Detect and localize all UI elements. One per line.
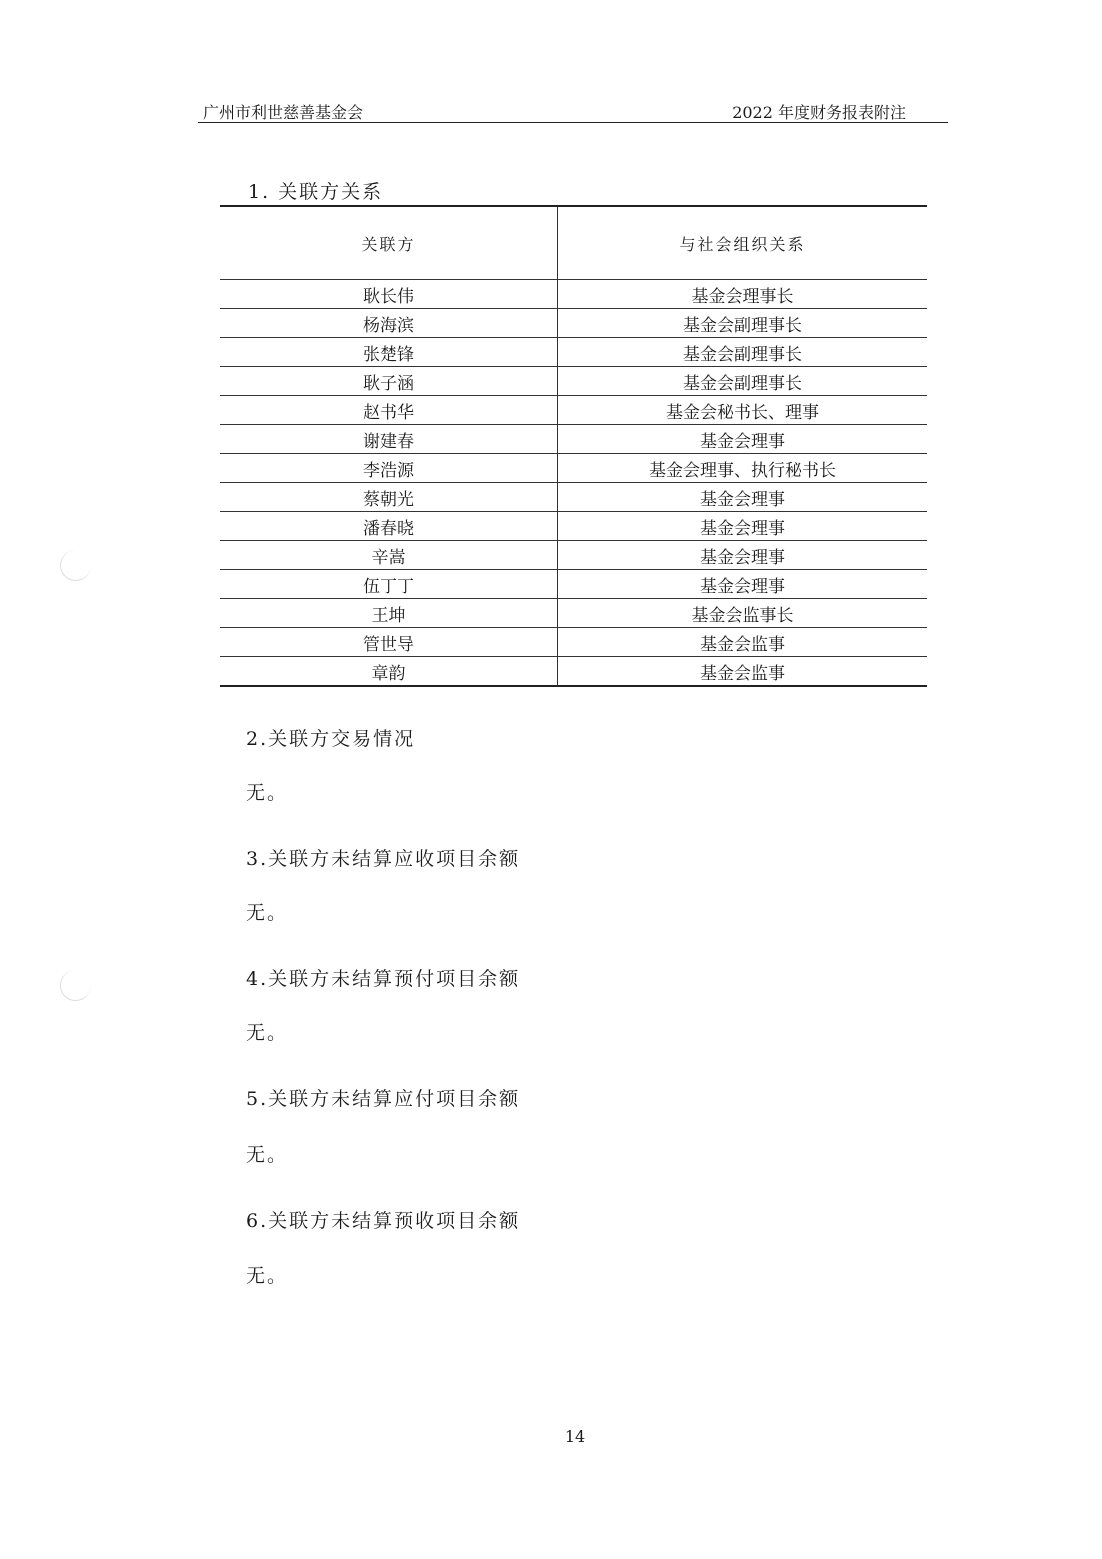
section-3-heading: 3.关联方未结算应收项目余额 [246, 848, 521, 870]
party-relationship: 基金会副理事长 [558, 309, 928, 338]
section-6-body: 无。 [246, 1265, 289, 1287]
section-5-heading: 5.关联方未结算应付项目余额 [246, 1088, 521, 1110]
related-party-table [220, 205, 927, 687]
party-relationship: 基金会理事 [558, 425, 928, 454]
table-row [220, 367, 927, 396]
table-row [220, 570, 927, 599]
party-name: 谢建春 [220, 425, 558, 454]
party-name: 管世导 [220, 628, 558, 657]
party-relationship: 基金会理事 [558, 512, 928, 541]
party-name: 章韵 [220, 657, 558, 687]
table-row [220, 338, 927, 367]
section-4-body: 无。 [246, 1022, 289, 1044]
table-row [220, 309, 927, 338]
party-name: 王坤 [220, 599, 558, 628]
table-row [220, 454, 927, 483]
party-name: 杨海滨 [220, 309, 558, 338]
punch-hole-mark [60, 550, 91, 581]
party-relationship: 基金会秘书长、理事 [558, 396, 928, 425]
page-number: 14 [564, 1427, 586, 1446]
section-1-title: 1. 关联方关系 [248, 181, 384, 203]
section-5-body: 无。 [246, 1144, 289, 1166]
section-3-body: 无。 [246, 902, 289, 924]
table-row [220, 657, 927, 687]
table-row [220, 628, 927, 657]
party-relationship: 基金会理事长 [558, 280, 928, 309]
section-2-body: 无。 [246, 782, 289, 804]
party-relationship: 基金会副理事长 [558, 367, 928, 396]
party-name: 张楚锋 [220, 338, 558, 367]
party-relationship: 基金会监事 [558, 628, 928, 657]
table-row [220, 599, 927, 628]
party-name: 赵书华 [220, 396, 558, 425]
party-name: 蔡朝光 [220, 483, 558, 512]
punch-hole-mark [60, 970, 91, 1001]
header-report-title: 2022 年度财务报表附注 [732, 103, 906, 122]
party-relationship: 基金会理事 [558, 541, 928, 570]
column-header-party: 关联方 [220, 206, 558, 280]
table-row [220, 512, 927, 541]
party-relationship: 基金会副理事长 [558, 338, 928, 367]
column-header-relationship: 与社会组织关系 [558, 206, 928, 280]
party-name: 潘春晓 [220, 512, 558, 541]
party-relationship: 基金会理事、执行秘书长 [558, 454, 928, 483]
header-rule [198, 122, 948, 123]
table-row [220, 483, 927, 512]
party-name: 耿子涵 [220, 367, 558, 396]
table-row [220, 396, 927, 425]
table-header-row [220, 206, 927, 280]
table-row [220, 280, 927, 309]
table-row [220, 425, 927, 454]
party-name: 李浩源 [220, 454, 558, 483]
party-name: 耿长伟 [220, 280, 558, 309]
section-4-heading: 4.关联方未结算预付项目余额 [246, 968, 521, 990]
party-relationship: 基金会理事 [558, 483, 928, 512]
party-relationship: 基金会监事 [558, 657, 928, 687]
party-name: 辛嵩 [220, 541, 558, 570]
header-org-name: 广州市利世慈善基金会 [203, 103, 364, 122]
section-2-heading: 2.关联方交易情况 [246, 728, 416, 750]
party-relationship: 基金会理事 [558, 570, 928, 599]
section-6-heading: 6.关联方未结算预收项目余额 [246, 1210, 521, 1232]
party-name: 伍丁丁 [220, 570, 558, 599]
party-relationship: 基金会监事长 [558, 599, 928, 628]
table-row [220, 541, 927, 570]
